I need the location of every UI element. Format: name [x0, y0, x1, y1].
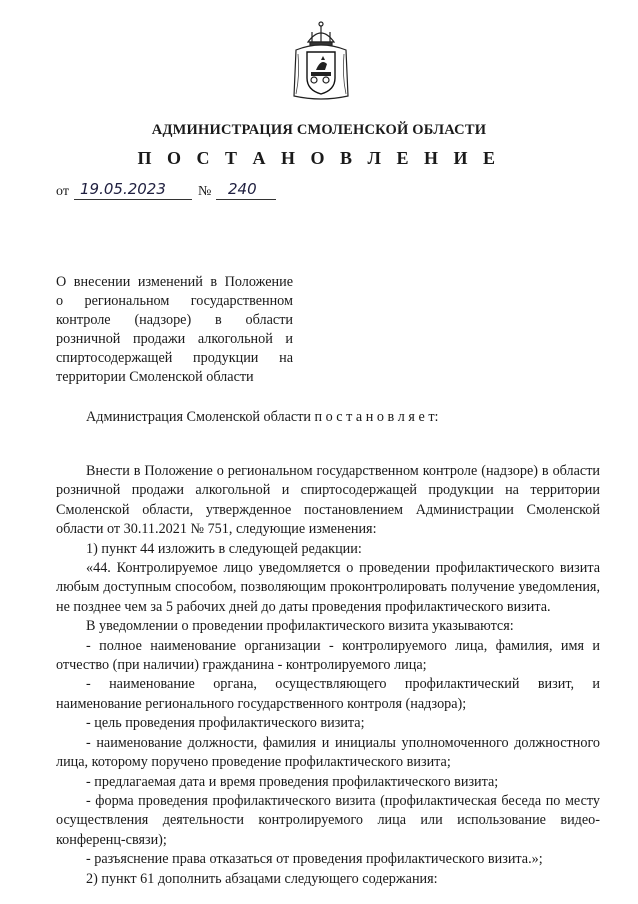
- organization-title: АДМИНИСТРАЦИЯ СМОЛЕНСКОЙ ОБЛАСТИ: [151, 122, 487, 138]
- body-paragraph: «44. Контролируемое лицо уведомляется о проведении профилактического визита любым доступным способом, позволяющим проконтролировать получение уведомления, не позднее чем за 5 рабочих дней до даты проведения профилактического визита.: [56, 560, 600, 615]
- coat-of-arms-icon: [290, 20, 352, 102]
- body-paragraph: - форма проведения профилактического визита (профилактическая беседа по месту осуществления деятельности контролируемого лица или использование видео-конференц-связи);: [56, 792, 600, 848]
- body-paragraph: - наименование должности, фамилия и инициалы уполномоченного должностного лица, которому поручено проведение профилактического визита;: [56, 734, 600, 771]
- body-paragraph: - полное наименование организации - контролируемого лица, фамилия, имя и отчество (при наличии) гражданина - контролируемого лица;: [56, 637, 600, 674]
- number-value: 240: [228, 180, 257, 198]
- body-paragraph: 2) пункт 61 дополнить абзацами следующего содержания:: [86, 870, 438, 887]
- body-paragraph: - разъяснение права отказаться от проведения профилактического визита.»;: [86, 851, 543, 868]
- number-label: №: [198, 184, 212, 199]
- subject-line: розничной продажи алкогольной и: [56, 331, 293, 347]
- date-number-line: [56, 180, 296, 202]
- subject-line: территории Смоленской области: [56, 369, 254, 385]
- subject-line: контроле (надзоре) в области: [56, 312, 293, 328]
- document-subject: [56, 273, 293, 387]
- document-type-title: П О С Т А Н О В Л Е Н И Е: [137, 148, 501, 168]
- subject-line: О внесении изменений в Положение: [56, 274, 293, 290]
- preamble: Администрация Смоленской области п о с т а н о в л я е т:: [86, 409, 439, 425]
- date-value: 19.05.2023: [80, 180, 166, 198]
- date-underline: [74, 199, 192, 200]
- body-paragraph: - предлагаемая дата и время проведения профилактического визита;: [86, 773, 499, 790]
- from-label: от: [56, 184, 69, 199]
- body-paragraph: В уведомлении о проведении профилактического визита указываются:: [86, 618, 514, 635]
- subject-line: спиртосодержащей продукции на: [56, 350, 293, 366]
- body-paragraph: - наименование органа, осуществляющего профилактический визит, и наименование регионального государственного контроля (надзора);: [56, 676, 600, 712]
- document-body: [56, 462, 600, 889]
- number-underline: [216, 199, 276, 200]
- subject-line: о региональном государственном: [56, 293, 293, 309]
- body-paragraph: - цель проведения профилактического визита;: [86, 715, 365, 732]
- body-paragraph: Внести в Положение о региональном государственном контроле (надзоре) в области розничной продажи алкогольной и спиртосодержащей продукции на территории Смоленской области, утвержденное постановлением Администрации Смоленской области от 30.11.2021 № 751, следующие изменения:: [56, 463, 600, 538]
- body-paragraph: 1) пункт 44 изложить в следующей редакции:: [86, 540, 362, 557]
